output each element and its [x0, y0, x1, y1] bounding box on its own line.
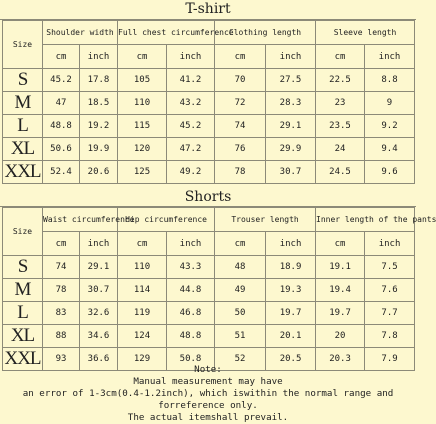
- shorts-unit-cell: inch: [365, 232, 415, 256]
- tshirt-measurement-cell: 52.4: [43, 161, 80, 184]
- tshirt-measurement-cell: 24.5: [316, 161, 365, 184]
- shorts-size-label: L: [3, 302, 43, 325]
- tshirt-measurement-cell: 9.6: [365, 161, 415, 184]
- shorts-measurement-cell: 83: [43, 302, 80, 325]
- tshirt-size-label: S: [3, 69, 43, 92]
- shorts-measurement-cell: 48: [215, 256, 266, 279]
- shorts-header-waist: Waist circumference: [43, 208, 118, 232]
- tshirt-measurement-cell: 23.5: [316, 115, 365, 138]
- shorts-measurement-cell: 7.8: [365, 325, 415, 348]
- tshirt-measurement-cell: 43.2: [167, 92, 215, 115]
- shorts-measurement-cell: 20.1: [266, 325, 316, 348]
- tshirt-measurement-cell: 18.5: [80, 92, 118, 115]
- shorts-measurement-cell: 78: [43, 279, 80, 302]
- tshirt-measurement-cell: 76: [215, 138, 266, 161]
- shorts-measurement-cell: 36.6: [80, 348, 118, 371]
- shorts-header-trouser-length: Trouser length: [215, 208, 316, 232]
- shorts-measurement-cell: 7.9: [365, 348, 415, 371]
- tshirt-table-row: [3, 161, 415, 184]
- tshirt-title: T-shirt: [0, 0, 416, 20]
- shorts-measurement-cell: 50: [215, 302, 266, 325]
- tshirt-measurement-cell: 24: [316, 138, 365, 161]
- shorts-measurement-cell: 19.4: [316, 279, 365, 302]
- tshirt-measurement-cell: 47: [43, 92, 80, 115]
- shorts-measurement-cell: 19.7: [266, 302, 316, 325]
- tshirt-measurement-cell: 20.6: [80, 161, 118, 184]
- shorts-measurement-cell: 20: [316, 325, 365, 348]
- tshirt-measurement-cell: 9.2: [365, 115, 415, 138]
- shorts-size-label: XXL: [4, 348, 41, 369]
- shorts-measurement-cell: 29.1: [80, 256, 118, 279]
- shorts-table-row: [3, 279, 415, 302]
- tshirt-unit-cell: cm: [43, 45, 80, 69]
- tshirt-measurement-cell: 17.8: [80, 69, 118, 92]
- tshirt-measurement-cell: 27.5: [266, 69, 316, 92]
- tshirt-measurement-cell: 120: [118, 138, 167, 161]
- tshirt-measurement-cell: 41.2: [167, 69, 215, 92]
- tshirt-size-table: [2, 20, 415, 184]
- tshirt-unit-cell: inch: [80, 45, 118, 69]
- shorts-measurement-cell: 7.5: [365, 256, 415, 279]
- shorts-measurement-cell: 114: [118, 279, 167, 302]
- tshirt-measurement-cell: 9.4: [365, 138, 415, 161]
- shorts-measurement-cell: 43.3: [167, 256, 215, 279]
- shorts-measurement-cell: 19.7: [316, 302, 365, 325]
- note-line-2: an error of 1-3cm(0.4-1.2inch), which iswithin the normal range and forreference only.: [22, 388, 394, 411]
- tshirt-measurement-cell: 47.2: [167, 138, 215, 161]
- shorts-measurement-cell: 46.8: [167, 302, 215, 325]
- tshirt-measurement-cell: 72: [215, 92, 266, 115]
- tshirt-measurement-cell: 19.2: [80, 115, 118, 138]
- tshirt-measurement-cell: 45.2: [43, 69, 80, 92]
- tshirt-unit-cell: inch: [266, 45, 316, 69]
- shorts-measurement-cell: 30.7: [80, 279, 118, 302]
- shorts-size-label: M: [3, 279, 43, 302]
- shorts-unit-cell: cm: [316, 232, 365, 256]
- shorts-measurement-cell: 51: [215, 325, 266, 348]
- tshirt-measurement-cell: 74: [215, 115, 266, 138]
- tshirt-measurement-cell: 22.5: [316, 69, 365, 92]
- tshirt-measurement-cell: 70: [215, 69, 266, 92]
- shorts-table-row: [3, 325, 415, 348]
- shorts-table-row: [3, 256, 415, 279]
- tshirt-measurement-cell: 78: [215, 161, 266, 184]
- shorts-measurement-cell: 19.3: [266, 279, 316, 302]
- tshirt-measurement-cell: 30.7: [266, 161, 316, 184]
- tshirt-measurement-cell: 29.9: [266, 138, 316, 161]
- tshirt-unit-cell: inch: [365, 45, 415, 69]
- tshirt-measurement-cell: 29.1: [266, 115, 316, 138]
- tshirt-measurement-cell: 115: [118, 115, 167, 138]
- shorts-measurement-cell: 18.9: [266, 256, 316, 279]
- tshirt-size-label: XXL: [4, 161, 41, 182]
- tshirt-measurement-cell: 8.8: [365, 69, 415, 92]
- shorts-measurement-cell: 32.6: [80, 302, 118, 325]
- shorts-unit-cell: inch: [80, 232, 118, 256]
- shorts-unit-cell: inch: [266, 232, 316, 256]
- note-line-1: Manual measurement may have: [133, 376, 283, 387]
- shorts-unit-cell: inch: [167, 232, 215, 256]
- measurement-note: [0, 364, 416, 424]
- shorts-title: Shorts: [0, 189, 416, 207]
- shorts-measurement-cell: 50.8: [167, 348, 215, 371]
- shorts-header-hip: Hip circumference: [118, 208, 215, 232]
- shorts-measurement-cell: 110: [118, 256, 167, 279]
- tshirt-header-clothing-length: Clothing length: [215, 21, 316, 45]
- tshirt-measurement-cell: 110: [118, 92, 167, 115]
- shorts-header-inner-length: Inner length of the pants: [316, 208, 415, 232]
- tshirt-measurement-cell: 125: [118, 161, 167, 184]
- shorts-measurement-cell: 129: [118, 348, 167, 371]
- shorts-measurement-cell: 119: [118, 302, 167, 325]
- tshirt-size-label: L: [3, 115, 43, 138]
- shorts-measurement-cell: 20.5: [266, 348, 316, 371]
- tshirt-measurement-cell: 19.9: [80, 138, 118, 161]
- tshirt-measurement-cell: 50.6: [43, 138, 80, 161]
- tshirt-header-chest: Full chest circumference: [118, 21, 215, 45]
- shorts-measurement-cell: 7.6: [365, 279, 415, 302]
- tshirt-size-label: M: [3, 92, 43, 115]
- tshirt-measurement-cell: 49.2: [167, 161, 215, 184]
- tshirt-measurement-cell: 48.8: [43, 115, 80, 138]
- tshirt-unit-cell: inch: [167, 45, 215, 69]
- shorts-size-label: XL: [3, 325, 43, 348]
- shorts-measurement-cell: 44.8: [167, 279, 215, 302]
- note-line-3: The actual itemshall prevail.: [127, 412, 289, 423]
- shorts-size-label: S: [3, 256, 43, 279]
- shorts-measurement-cell: 20.3: [316, 348, 365, 371]
- tshirt-measurement-cell: 23: [316, 92, 365, 115]
- shorts-measurement-cell: 93: [43, 348, 80, 371]
- tshirt-measurement-cell: 9: [365, 92, 415, 115]
- shorts-measurement-cell: 19.1: [316, 256, 365, 279]
- shorts-measurement-cell: 74: [43, 256, 80, 279]
- shorts-measurement-cell: 34.6: [80, 325, 118, 348]
- shorts-unit-cell: cm: [215, 232, 266, 256]
- tshirt-measurement-cell: 45.2: [167, 115, 215, 138]
- shorts-size-table: [2, 207, 436, 371]
- tshirt-unit-cell: cm: [316, 45, 365, 69]
- note-label: Note:: [194, 364, 222, 375]
- tshirt-table-row: [3, 69, 415, 92]
- shorts-table-row: [3, 302, 415, 325]
- shorts-measurement-cell: 7.7: [365, 302, 415, 325]
- tshirt-unit-cell: cm: [215, 45, 266, 69]
- shorts-measurement-cell: 88: [43, 325, 80, 348]
- shorts-unit-cell: cm: [118, 232, 167, 256]
- tshirt-measurement-cell: 28.3: [266, 92, 316, 115]
- tshirt-size-label: XL: [3, 138, 43, 161]
- tshirt-table-row: [3, 138, 415, 161]
- shorts-measurement-cell: 52: [215, 348, 266, 371]
- shorts-unit-cell: cm: [43, 232, 80, 256]
- shorts-measurement-cell: 124: [118, 325, 167, 348]
- shorts-header-size: Size: [3, 208, 43, 256]
- tshirt-unit-cell: cm: [118, 45, 167, 69]
- tshirt-table-row: [3, 115, 415, 138]
- tshirt-header-size: Size: [3, 21, 43, 69]
- shorts-measurement-cell: 48.8: [167, 325, 215, 348]
- tshirt-header-sleeve-length: Sleeve length: [316, 21, 415, 45]
- tshirt-table-row: [3, 92, 415, 115]
- shorts-measurement-cell: 49: [215, 279, 266, 302]
- tshirt-header-shoulder-width: Shoulder width: [43, 21, 118, 45]
- tshirt-measurement-cell: 105: [118, 69, 167, 92]
